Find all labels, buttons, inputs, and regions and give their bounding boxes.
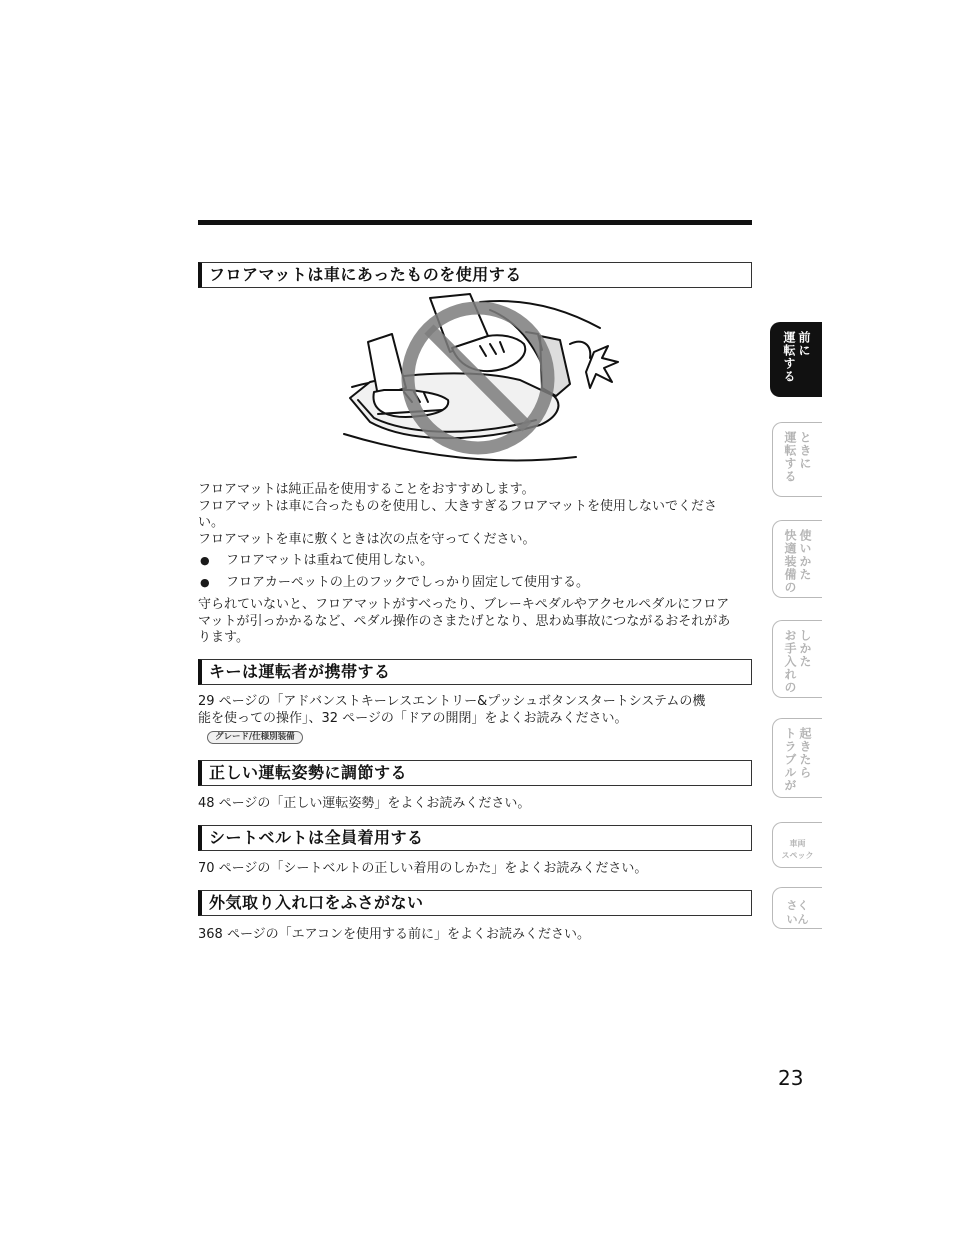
posture-text: 48 ページの「正しい運転姿勢」をよくお読みください。 (198, 796, 531, 811)
seatbelt-text: 70 ページの「シートベルトの正しい着用のしかた」をよくお読みください。 (198, 861, 648, 876)
tab-label: ときに (798, 431, 812, 470)
tab-label: お手入れの (783, 629, 797, 694)
tab-comfort-equipment[interactable] (772, 520, 822, 598)
tab-while-driving[interactable] (772, 422, 822, 497)
tab-label: 車両 (789, 839, 806, 848)
tab-label: 前に (797, 331, 811, 357)
tab-label: いん (786, 912, 809, 926)
key-body (198, 694, 754, 727)
floor-mat-line: フロアマットは純正品を使用することをおすすめします。 (198, 482, 535, 497)
bullet-icon: ● (200, 554, 210, 567)
floor-mat-line: フロアマットを車に敷くときは次の点を守ってください。 (198, 531, 536, 547)
warning-line: マットが引っかかるなど、ペダル操作のさまたげとなり、思わぬ事故につながるおそれがあ (198, 613, 731, 629)
bullet-item (198, 575, 754, 592)
tab-index[interactable] (772, 887, 822, 929)
grade-badge: グレード/仕様別装備 (207, 731, 303, 744)
key-line: 29 ページの「アドバンストキーレスエントリー&プッシュボタンスタートシステムの機 (198, 694, 706, 709)
bullet-icon: ● (200, 575, 210, 589)
heading-key: キーは運転者が携帯する (198, 659, 752, 685)
tab-label: スペック (781, 851, 814, 860)
prohibition-floor-mat-illustration (330, 292, 620, 470)
tab-label: 運転する (782, 331, 796, 383)
top-rule (198, 220, 752, 225)
heading-seatbelt: シートベルトは全員着用する (198, 825, 752, 851)
tab-label: 快適装備の (783, 529, 797, 594)
heading-air-intake: 外気取り入れ口をふさがない (198, 890, 752, 916)
floor-mat-warning (198, 597, 754, 647)
tab-label: さく (786, 898, 809, 912)
floor-mat-line: フロアマットは車に合ったものを使用し、大きすぎるフロアマットを使用しないでくださ (198, 498, 717, 514)
page-number: 23 (778, 1066, 804, 1090)
floor-mat-line: い。 (198, 515, 225, 530)
key-line: 能を使っての操作」、32 ページの「ドアの開閉」をよくお読みください。 (198, 710, 628, 726)
tab-label: しかた (798, 629, 812, 668)
heading-floor-mat: フロアマットは車にあったものを使用する (198, 262, 752, 288)
air-intake-text: 368 ページの「エアコンを使用する前に」をよくお読みください。 (198, 927, 591, 942)
tab-maintenance[interactable] (772, 620, 822, 698)
tab-vehicle-specs[interactable] (772, 822, 822, 868)
bullet-text: フロアマットは重ねて使用しない。 (226, 553, 434, 568)
tab-label: 運転する (783, 431, 797, 483)
tab-label: 使いかた (798, 529, 812, 581)
bullet-text: フロアカーペットの上のフックでしっかり固定して使用する。 (226, 574, 589, 590)
tab-troubleshooting[interactable] (772, 718, 822, 798)
warning-line: 守られていないと、フロアマットがすべったり、ブレーキペダルやアクセルペダルにフロア (198, 597, 730, 612)
floor-mat-body (198, 482, 754, 647)
heading-posture: 正しい運転姿勢に調節する (198, 760, 752, 786)
tab-label: トラブルが (783, 727, 797, 792)
warning-line: ります。 (198, 630, 249, 645)
tab-before-driving[interactable] (770, 322, 822, 397)
tab-label: 起きたら (798, 727, 812, 779)
bullet-item (198, 553, 754, 570)
